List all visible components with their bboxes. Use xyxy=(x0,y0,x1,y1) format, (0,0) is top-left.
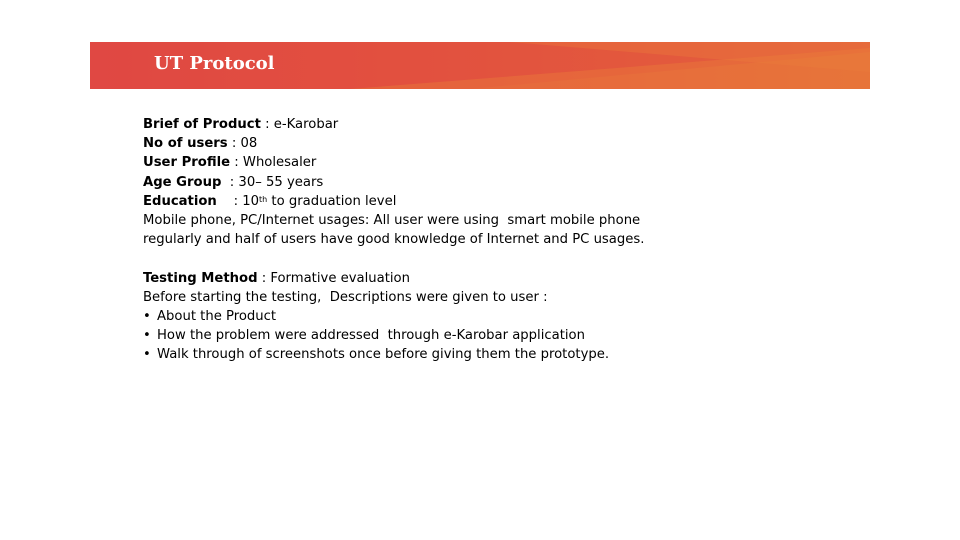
testing-method-row xyxy=(143,269,843,288)
no-of-users-row xyxy=(143,134,843,153)
slide-body xyxy=(143,115,843,364)
user-profile-value: : Wholesaler xyxy=(230,155,317,171)
age-group-row xyxy=(143,173,843,192)
slide-title: UT Protocol xyxy=(154,53,275,74)
education-row xyxy=(143,192,843,211)
user-profile-label: User Profile xyxy=(143,155,231,171)
usage-line-1: Mobile phone, PC/Internet usages: All user were using smart mobile phone xyxy=(143,212,641,228)
education-label: Education xyxy=(143,193,217,209)
testing-method-label: Testing Method xyxy=(143,270,258,286)
no-of-users-label: No of users xyxy=(143,136,228,152)
age-group-value: : 30– 55 years xyxy=(221,174,324,190)
no-of-users-value: : 08 xyxy=(227,136,258,152)
testing-method-value: : Formative evaluation xyxy=(257,270,410,286)
bullet-text: Walk through of screenshots once before giving them the prototype. xyxy=(157,347,610,363)
brief-of-product-row xyxy=(143,115,843,134)
before-testing-text: Before starting the testing, Descriptions were given to user : xyxy=(143,289,548,305)
education-value-pre: : 10 xyxy=(216,193,260,209)
age-group-label: Age Group xyxy=(143,174,222,190)
brief-of-product-value: : e-Karobar xyxy=(260,117,339,132)
list-item xyxy=(143,307,843,326)
user-profile-row xyxy=(143,153,843,172)
spacer xyxy=(143,249,843,268)
title-banner xyxy=(90,42,870,89)
bullet-icon: • xyxy=(143,328,151,344)
bullet-icon: • xyxy=(143,308,151,324)
education-value-post: to graduation level xyxy=(267,193,397,209)
brief-of-product-label: Brief of Product xyxy=(143,117,261,132)
list-item xyxy=(143,326,843,345)
list-item xyxy=(143,345,843,364)
bullet-icon: • xyxy=(143,347,151,363)
education-value-sup: th xyxy=(259,194,268,204)
bullet-text: How the problem were addressed through e-Karobar application xyxy=(157,328,585,344)
usage-line-2: regularly and half of users have good knowledge of Internet and PC usages. xyxy=(143,232,645,248)
bullet-text: About the Product xyxy=(157,308,277,324)
